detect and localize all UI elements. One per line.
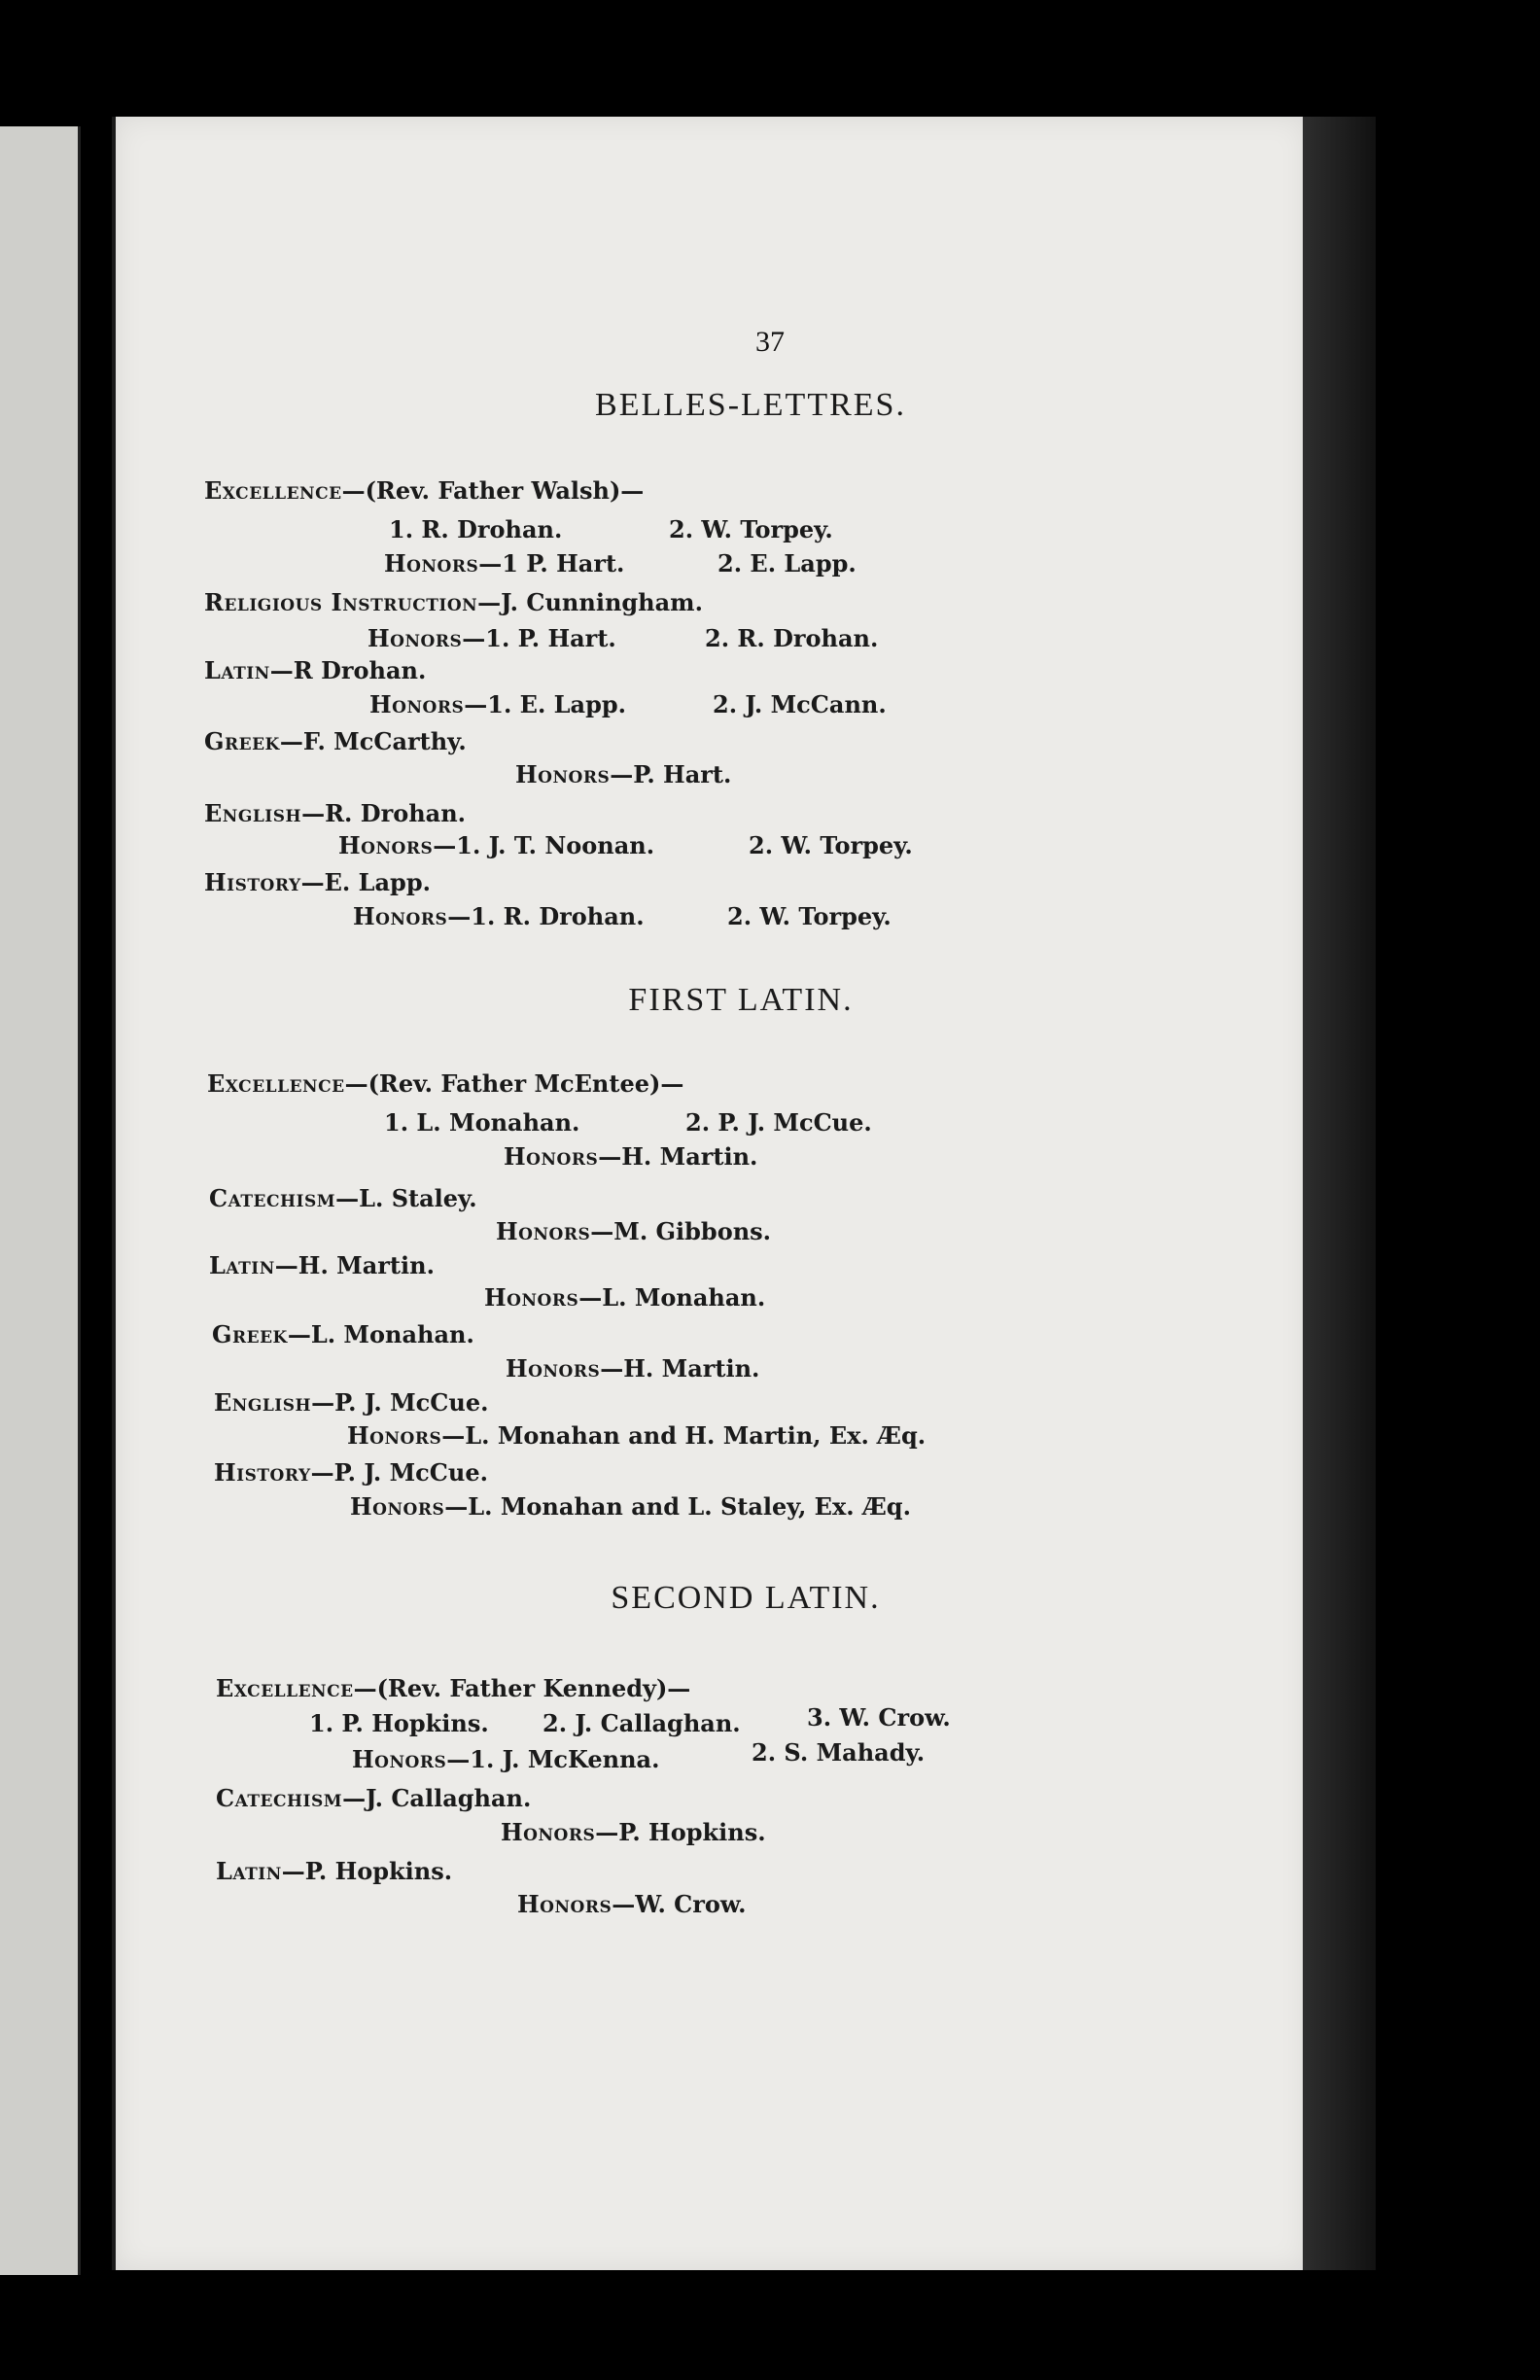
latin-winner: —R Drohan. bbox=[269, 656, 427, 684]
latin-label: Latin bbox=[216, 1857, 282, 1885]
belles-latin-line bbox=[204, 656, 426, 685]
honors-first: —H. Martin. bbox=[598, 1142, 758, 1171]
history-winner: —P. J. McCue. bbox=[310, 1458, 488, 1487]
latin-winner: —P. Hopkins. bbox=[281, 1857, 453, 1885]
belles-english-honors bbox=[338, 831, 654, 860]
honors-first: —L. Monahan and H. Martin, Ex. Æq. bbox=[441, 1421, 927, 1450]
belles-history-honors-second: 2. W. Torpey. bbox=[727, 902, 892, 930]
second-latin-excellence-first: 1. P. Hopkins. bbox=[309, 1709, 489, 1737]
first-latin-catechism-honors bbox=[496, 1217, 771, 1246]
first-latin-greek-line bbox=[212, 1320, 474, 1349]
excellence-label: Excellence bbox=[207, 1069, 345, 1098]
excellence-teacher: —(Rev. Father McEntee)— bbox=[344, 1069, 684, 1098]
first-latin-excellence-line bbox=[207, 1069, 683, 1099]
previous-page-edge bbox=[0, 126, 81, 2275]
greek-label: Greek bbox=[212, 1320, 288, 1348]
honors-label: Honors bbox=[338, 831, 434, 859]
first-latin-greek-honors bbox=[506, 1354, 759, 1383]
honors-label: Honors bbox=[506, 1354, 601, 1382]
belles-greek-honors bbox=[515, 760, 731, 789]
religious-label: Religious Instruction bbox=[204, 588, 478, 616]
catechism-winner: —J. Callaghan. bbox=[342, 1784, 532, 1812]
honors-first: —1 P. Hart. bbox=[478, 549, 625, 578]
first-latin-excellence-first: 1. L. Monahan. bbox=[384, 1108, 580, 1137]
first-latin-excellence-honors bbox=[504, 1142, 757, 1172]
catechism-winner: —L. Staley. bbox=[335, 1184, 477, 1212]
honors-label: Honors bbox=[353, 902, 448, 930]
honors-first: —P. Hart. bbox=[610, 760, 732, 788]
honors-label: Honors bbox=[504, 1142, 599, 1171]
english-winner: —P. J. McCue. bbox=[311, 1388, 489, 1417]
honors-first: —1. P. Hart. bbox=[462, 624, 616, 652]
binding-shadow bbox=[1303, 117, 1376, 2270]
honors-first: —1. J. T. Noonan. bbox=[433, 831, 655, 859]
belles-latin-honors bbox=[369, 690, 626, 719]
honors-label: Honors bbox=[368, 624, 463, 652]
belles-religious-line bbox=[204, 588, 703, 617]
belles-history-line bbox=[204, 868, 431, 897]
belles-latin-honors-second: 2. J. McCann. bbox=[713, 690, 887, 718]
catechism-label: Catechism bbox=[216, 1784, 343, 1812]
honors-first: —H. Martin. bbox=[600, 1354, 760, 1382]
honors-label: Honors bbox=[347, 1421, 442, 1450]
second-latin-catechism-line bbox=[216, 1784, 531, 1813]
honors-label: Honors bbox=[352, 1745, 447, 1773]
second-latin-catechism-honors bbox=[501, 1818, 766, 1847]
first-latin-latin-line bbox=[209, 1251, 435, 1280]
belles-excellence-honors bbox=[384, 549, 624, 578]
second-latin-excellence-third: 3. W. Crow. bbox=[807, 1703, 951, 1732]
honors-first: —1. R. Drohan. bbox=[447, 902, 645, 930]
belles-greek-line bbox=[204, 727, 467, 756]
belles-excellence-honors-second: 2. E. Lapp. bbox=[718, 549, 857, 578]
belles-excellence-second: 2. W. Torpey. bbox=[669, 515, 833, 543]
first-latin-english-honors bbox=[347, 1421, 926, 1451]
english-label: English bbox=[204, 799, 302, 827]
honors-label: Honors bbox=[517, 1890, 612, 1918]
excellence-teacher: —(Rev. Father Kennedy)— bbox=[353, 1674, 691, 1702]
excellence-teacher: —(Rev. Father Walsh)— bbox=[341, 476, 645, 505]
greek-winner: —F. McCarthy. bbox=[279, 727, 467, 755]
honors-first: —M. Gibbons. bbox=[590, 1217, 772, 1245]
latin-label: Latin bbox=[204, 656, 270, 684]
latin-label: Latin bbox=[209, 1251, 275, 1279]
honors-first: —1. J. McKenna. bbox=[446, 1745, 660, 1773]
honors-first: —W. Crow. bbox=[612, 1890, 747, 1918]
belles-excellence-first: 1. R. Drohan. bbox=[389, 515, 563, 543]
honors-first: —L. Monahan. bbox=[578, 1283, 766, 1312]
first-latin-history-honors bbox=[350, 1492, 911, 1522]
latin-winner: —H. Martin. bbox=[274, 1251, 435, 1279]
english-winner: —R. Drohan. bbox=[301, 799, 467, 827]
honors-label: Honors bbox=[350, 1492, 445, 1521]
excellence-label: Excellence bbox=[204, 476, 342, 505]
first-latin-latin-honors bbox=[484, 1283, 765, 1312]
english-label: English bbox=[214, 1388, 312, 1417]
catechism-label: Catechism bbox=[209, 1184, 336, 1212]
belles-english-honors-second: 2. W. Torpey. bbox=[749, 831, 913, 859]
greek-winner: —L. Monahan. bbox=[287, 1320, 474, 1348]
belles-english-line bbox=[204, 799, 466, 828]
second-latin-latin-line bbox=[216, 1857, 452, 1886]
second-latin-latin-honors bbox=[517, 1890, 747, 1919]
history-winner: —E. Lapp. bbox=[300, 868, 431, 896]
section-title-belles-lettres: BELLES-LETTRES. bbox=[595, 387, 906, 423]
history-label: History bbox=[214, 1458, 311, 1487]
second-latin-excellence-second: 2. J. Callaghan. bbox=[542, 1709, 741, 1737]
first-latin-english-line bbox=[214, 1388, 488, 1418]
religious-winner: —J. Cunningham. bbox=[477, 588, 703, 616]
honors-first: —L. Monahan and L. Staley, Ex. Æq. bbox=[444, 1492, 911, 1521]
honors-label: Honors bbox=[515, 760, 611, 788]
honors-label: Honors bbox=[384, 549, 479, 578]
section-title-first-latin: FIRST LATIN. bbox=[628, 982, 854, 1018]
page-number: 37 bbox=[755, 326, 785, 358]
second-latin-excellence-honors bbox=[352, 1745, 659, 1774]
belles-religious-honors-second: 2. R. Drohan. bbox=[705, 624, 879, 652]
honors-label: Honors bbox=[369, 690, 465, 718]
history-label: History bbox=[204, 868, 301, 896]
honors-label: Honors bbox=[496, 1217, 591, 1245]
belles-excellence-line bbox=[204, 476, 644, 506]
honors-first: —P. Hopkins. bbox=[595, 1818, 766, 1846]
honors-label: Honors bbox=[484, 1283, 579, 1312]
belles-history-honors bbox=[353, 902, 645, 931]
greek-label: Greek bbox=[204, 727, 280, 755]
first-latin-catechism-line bbox=[209, 1184, 477, 1213]
honors-first: —1. E. Lapp. bbox=[464, 690, 627, 718]
second-latin-excellence-line bbox=[216, 1674, 690, 1703]
first-latin-excellence-second: 2. P. J. McCue. bbox=[685, 1108, 872, 1137]
section-title-second-latin: SECOND LATIN. bbox=[611, 1580, 881, 1616]
belles-religious-honors bbox=[368, 624, 616, 653]
excellence-label: Excellence bbox=[216, 1674, 354, 1702]
honors-label: Honors bbox=[501, 1818, 596, 1846]
first-latin-history-line bbox=[214, 1458, 488, 1488]
second-latin-excellence-honors-second: 2. S. Mahady. bbox=[752, 1738, 926, 1767]
